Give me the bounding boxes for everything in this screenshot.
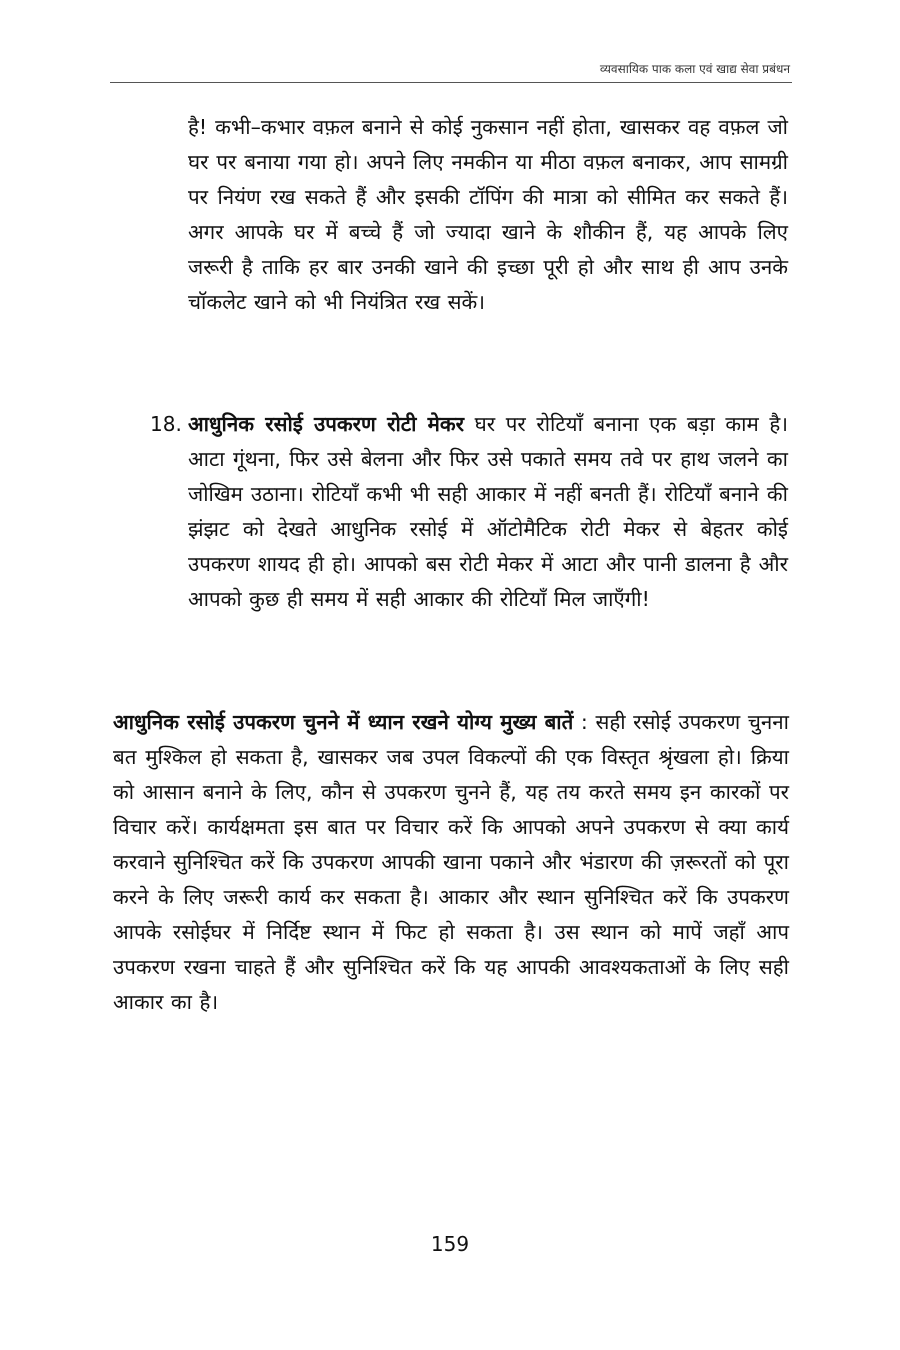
list-item-heading: आधुनिक रसोई उपकरण रोटी मेकर [188, 412, 465, 436]
section-heading: आधुनिक रसोई उपकरण चुनने में ध्यान रखने योग्य मुख्य बातें [113, 710, 574, 734]
running-header: व्यवसायिक पाक कला एवं खाद्य सेवा प्रबंधन [599, 62, 790, 76]
list-item-number: 18. [150, 412, 182, 436]
list-item-body [188, 407, 788, 617]
section-separator: : [573, 710, 596, 734]
section-paragraph [113, 705, 789, 1020]
header-divider [110, 82, 792, 83]
section-text: सही रसोई उपकरण चुनना बत मुश्किल हो सकता है, खासकर जब उपल विकल्पों की एक विस्तृत श्रृंखला हो। क्रिया को आसान बनाने के लिए, कौन से उपकरण चुनने हैं, यह तय करते समय इन कारकों पर विचार करें। कार्यक्षमता इस बात पर विचार करें कि आपको अपने उपकरण से क्या कार्य करवाने सुनिश्चित करें कि उपकरण आपकी खाना पकाने और भंडारण की ज़रूरतों को पूरा करने के लिए जरूरी कार्य कर सकता है। आकार और स्थान सुनिश्चित करें कि उपकरण आपके रसोईघर में निर्दिष्ट स्थान में फिट हो सकता है। उस स्थान को मापें जहाँ आप उपकरण रखना चाहते हैं और सुनिश्चित करें कि यह आपकी आवश्यकताओं के लिए सही आकार का है। [113, 710, 789, 1014]
continuation-paragraph: है! कभी–कभार वफ़ल बनाने से कोई नुकसान नहीं होता, खासकर वह वफ़ल जो घर पर बनाया गया हो। अपने लिए नमकीन या मीठा वफ़ल बनाकर, आप सामग्री पर नियंण रख सकते हैं और इसकी टॉपिंग की मात्रा को सीमित कर सकते हैं। अगर आपके घर में बच्चे हैं जो ज्यादा खाने के शौकीन हैं, यह आपके लिए जरूरी है ताकि हर बार उनकी खाने की इच्छा पूरी हो और साथ ही आप उनके चॉकलेट खाने को भी नियंत्रित रख सकें। [188, 115, 788, 314]
list-item-18 [150, 407, 788, 617]
list-item-text: घर पर रोटियाँ बनाना एक बड़ा काम है। आटा गूंथना, फिर उसे बेलना और फिर उसे पकाते समय तवे पर हाथ जलने का जोखिम उठाना। रोटियाँ कभी भी सही आकार में नहीं बनती हैं। रोटियाँ बनाने की झंझट को देखते आधुनिक रसोई में ऑटोमैटिक रोटी मेकर से बेहतर कोई उपकरण शायद ही हो। आपको बस रोटी मेकर में आटा और पानी डालना है और आपको कुछ ही समय में सही आकार की रोटियाँ मिल जाएँगी! [188, 412, 788, 611]
page-number: 159 [430, 1232, 470, 1256]
